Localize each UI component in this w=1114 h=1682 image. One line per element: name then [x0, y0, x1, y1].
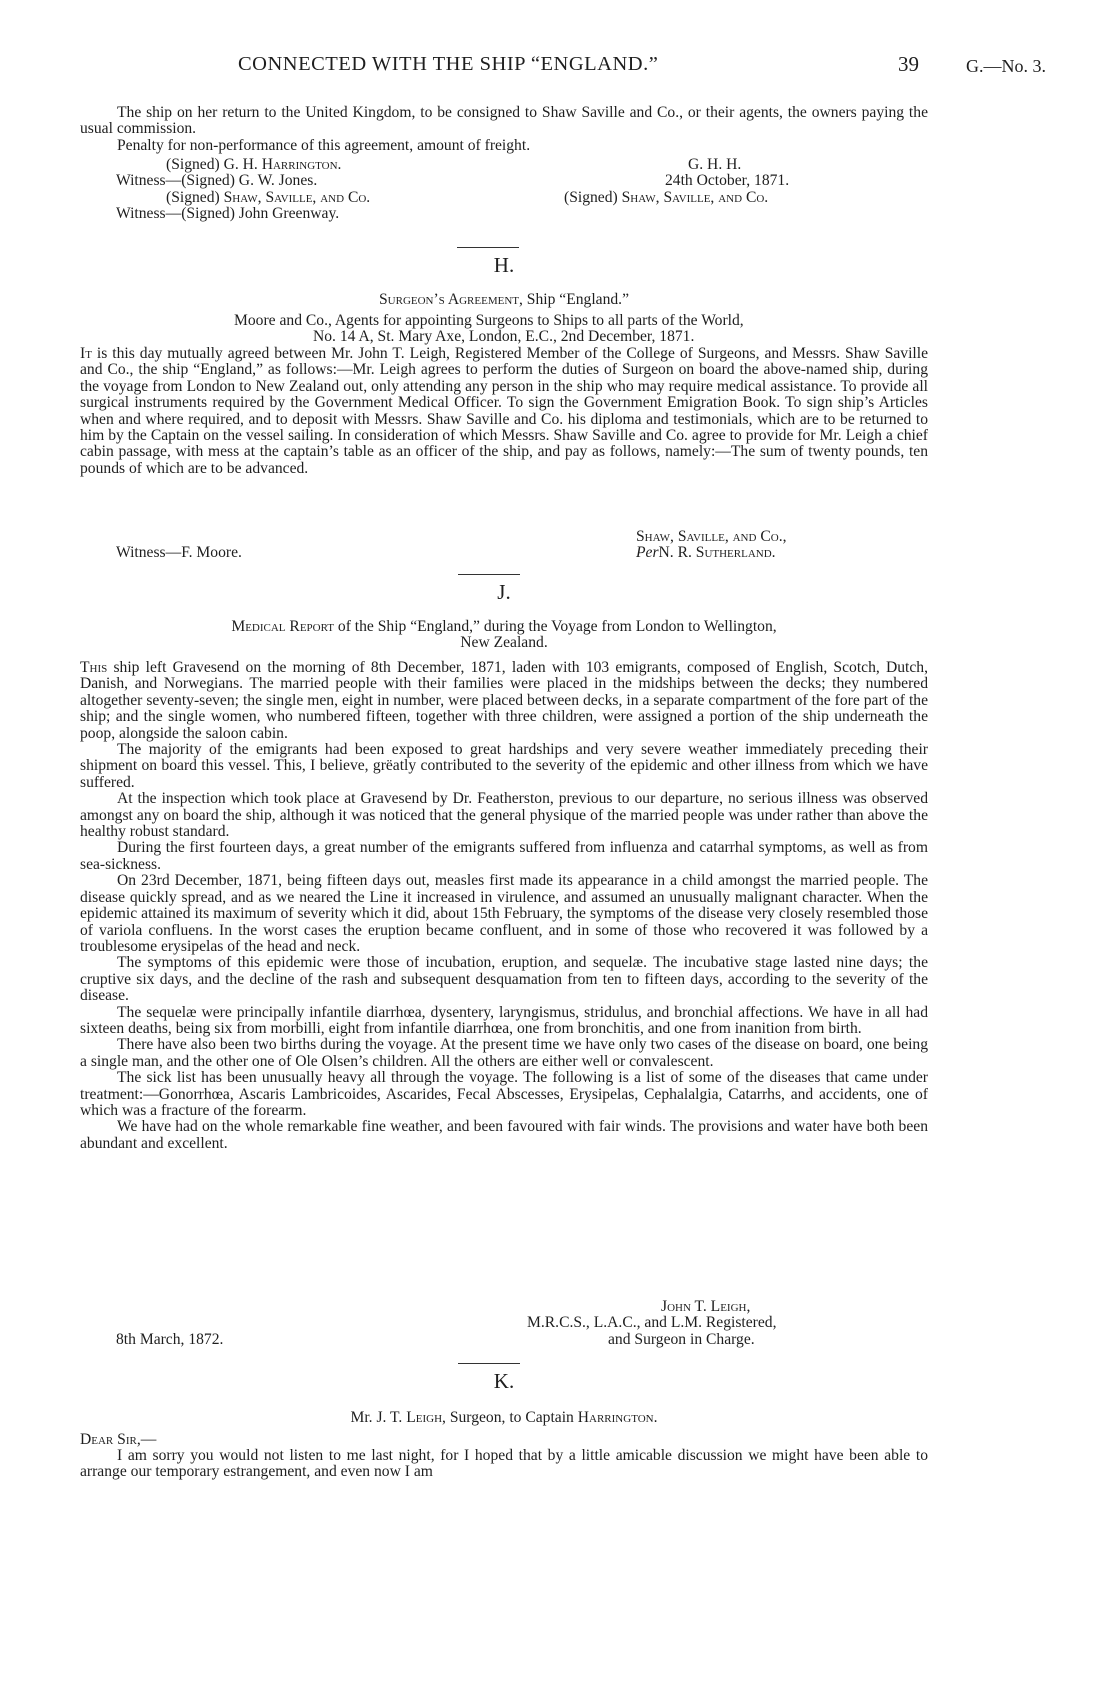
firm-signature: Shaw, Saville, and Co.,: [636, 528, 787, 545]
signature-line: (Signed) G. H. Harrington.: [166, 156, 342, 173]
signature-line: (Signed) Shaw, Saville, and Co.: [564, 188, 769, 206]
per-signature: Per N. R. Sutherland.: [636, 544, 776, 562]
signature-block-g: [80, 157, 928, 223]
paragraph: On 23rd December, 1871, being fifteen days out, measles first made its appearance in a child amongst the married people. The disease quickly spread, and as we neared the Line it increased in virulence, and assumed an unusually malignant character. When the epidemic attained its maximum of severity which it did, about 15th February, the symptoms of the disease very closely resembled those of variola confluens. In the worst cases the eruption became confluent, and in some of those who recovered it was followed by a troublesome erysipelas of the head and neck.: [80, 872, 928, 955]
page-number: 39: [898, 52, 919, 76]
signature-block-h: [80, 529, 928, 562]
paragraph: The majority of the emigrants had been exposed to great hardships and very severe weather immediately preceding their shipment on board this vessel. This, I believe, grëatly contributed to the severity of the epidemic and other illness from which we have suffered.: [80, 741, 928, 791]
signatory-name: Shaw, Saville, and Co.: [223, 188, 371, 206]
surgeon-qualifications: M.R.C.S., L.A.C., and L.M. Registered,: [527, 1314, 777, 1332]
signature-initials: G. H. H.: [688, 156, 742, 173]
section-h-title: Surgeon’s Agreement, Ship “England.”: [378, 291, 629, 308]
section-j-title: Medical Report of the Ship “England,” during the Voyage from London to Wellington, New Zealand.: [231, 618, 777, 652]
paragraph: At the inspection which took place at Gravesend by Dr. Featherston, previous to our departure, no serious illness was observed amongst any on board the ship, although it was noticed that the general physique of the married people was under rather than above the healthy robust standard.: [80, 790, 928, 841]
paragraph: The symptoms of this epidemic were those of incubation, eruption, and sequelæ. The incubative stage lasted nine days; the cruptive six days, and the decline of the rash and subsequent desquamation from ten to fifteen days, according to the severity of the disease.: [80, 954, 928, 1005]
witness-line: Witness—(Signed) John Greenway.: [116, 205, 340, 223]
signatory-name: Harrington.: [261, 156, 342, 173]
medical-report-body: [80, 660, 928, 1152]
section-g-text: [80, 105, 928, 154]
section-k-title: Mr. J. T. Leigh, Surgeon, to Captain Harrington.: [350, 1409, 658, 1426]
paragraph: The sick list has been unusually heavy all through the voyage. The following is a list of some of the diseases that came under treatment:—Gonorrhœa, Ascaris Lambricoides, Ascarides, Fecal Abscesses, Erysipelas, Cephalalgia, Catarrhs, and accidents, one of which was a fracture of the forearm.: [80, 1069, 928, 1119]
surgeon-role: and Surgeon in Charge.: [608, 1330, 755, 1348]
section-letter-h: H.: [493, 253, 515, 277]
paragraph: Penalty for non-performance of this agreement, amount of freight.: [117, 136, 531, 154]
section-divider: [458, 574, 520, 575]
witness-line: Witness—(Signed) G. W. Jones.: [116, 172, 318, 190]
section-divider: [457, 247, 519, 248]
surgeon-name: John T. Leigh,: [661, 1298, 751, 1315]
signatory-name: Shaw, Saville, and Co.: [621, 188, 769, 206]
paragraph: The sequelæ were principally infantile diarrhœa, dysentery, laryngismus, stridulus, and bronchial affections. We have in all had sixteen deaths, being six from morbilli, eight from infantile diarrhœa, one from bronchitis, and one from inanition from birth.: [80, 1003, 928, 1037]
document-reference: G.—No. 3.: [966, 56, 1046, 76]
running-header-title: CONNECTED WITH THE SHIP “ENGLAND.”: [238, 53, 659, 75]
signature-line: (Signed) Shaw, Saville, and Co.: [166, 188, 371, 206]
letter-salutation: Dear Sir,—: [80, 1431, 157, 1448]
letter-body: I am sorry you would not listen to me last night, for I hoped that by a little amicable discussion we might have been able to arrange our temporary estrangement, and even now I am: [80, 1447, 928, 1481]
surgeon-agreement-body: It is this day mutually agreed between Mr. John T. Leigh, Registered Member of the College of Surgeons, and Messrs. Shaw Saville and Co., the ship “England,” as follows:—Mr. Leigh agrees to perform the duties of Surgeon on board the above-named ship, during the voyage from London to New Zealand out, only attending any person in the ship who may require medical assistance. To provide all surgical instruments required by the Government Medical Officer. To sign the Government Emigration Book. To sign ship’s Articles when and where required, and to deposit with Messrs. Shaw Saville and Co. his diploma and testimonials, which are to be returned to him by the Captain on the vessel sailing. In consideration of which Messrs. Shaw Saville and Co. agree to provide for Mr. Leigh a chief cabin passage, with mess at the captain’s table as an officer of the ship, and pay as follows, namely:—The sum of twenty pounds, ten pounds of which are to be advanced.: [80, 345, 928, 477]
signature-date: 24th October, 1871.: [665, 172, 790, 190]
section-letter-k: K.: [493, 1369, 515, 1393]
section-divider: [458, 1363, 520, 1364]
paragraph: We have had on the whole remarkable fine weather, and been favoured with fair winds. The provisions and water have both been abundant and excellent.: [80, 1118, 928, 1152]
paragraph: During the first fourteen days, a great number of the emigrants suffered from influenza and catarrhal symptoms, as well as from sea-sickness.: [80, 839, 928, 873]
paragraph: This ship left Gravesend on the morning of 8th December, 1871, laden with 103 emigrants, composed of English, Scotch, Dutch, Danish, and Norwegians. The married people with their families were placed in the midships between the decks; they numbered altogether seventy-seven; the single men, eight in number, were placed between decks, in a separate compartment of the fore part of the ship; and the single women, who numbered fifteen, together with three children, were assigned a portion of the ship underneath the poop, alongside the saloon cabin.: [80, 659, 928, 742]
paragraph: There have also been two births during the voyage. At the present time we have only two cases of the disease on board, one being a single man, and the other one of Ole Olsen’s children. All the others are either well or convalescent.: [80, 1036, 928, 1070]
signature-block-j: [80, 1299, 928, 1348]
agent-address: Moore and Co., Agents for appointing Surgeons to Ships to all parts of the World, No. 14 A, St. Mary Axe, London, E.C., 2nd December, 1871.: [234, 312, 744, 346]
witness-line: Witness—F. Moore.: [116, 544, 242, 562]
section-letter-j: J.: [497, 580, 511, 604]
report-date: 8th March, 1872.: [116, 1330, 224, 1348]
paragraph: The ship on her return to the United Kingdom, to be consigned to Shaw Saville and Co., or their agents, the owners paying the usual commission.: [80, 104, 928, 138]
